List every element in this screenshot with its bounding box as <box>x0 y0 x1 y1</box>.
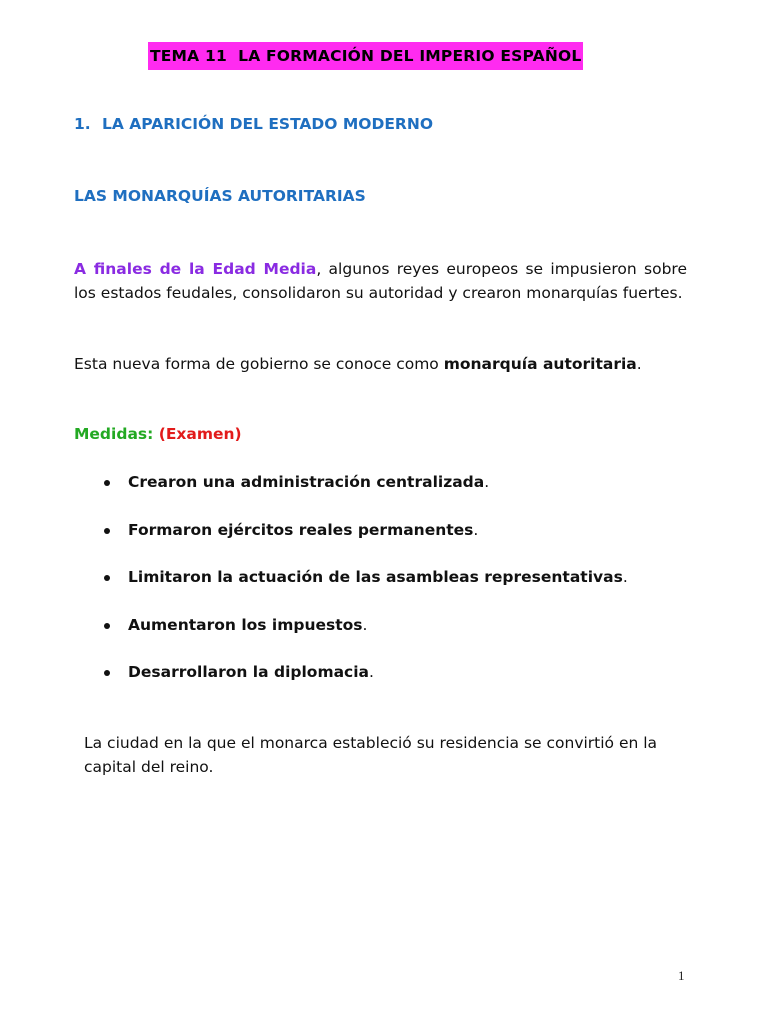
paragraph-intro-text: , algunos reyes europeos se impusieron sobre los estados feudales, consolidaron su autoridad y crearon monarquías fuertes. <box>74 260 687 302</box>
list-item-text: Formaron ejércitos reales permanentes <box>128 520 474 539</box>
paragraph-definition <box>74 353 687 377</box>
section-title: LA APARICIÓN DEL ESTADO MODERNO <box>102 115 434 133</box>
page-title <box>148 42 583 70</box>
list-item <box>100 613 628 661</box>
exam-tag: (Examen) <box>158 425 242 443</box>
list-item-text: Desarrollaron la diplomacia <box>128 663 370 681</box>
definition-end: . <box>636 355 642 373</box>
definition-term: monarquía autoritaria <box>443 355 637 373</box>
subheading: LAS MONARQUÍAS AUTORITARIAS <box>74 187 366 205</box>
list-item <box>100 470 628 518</box>
definition-text: Esta nueva forma de gobierno se conoce como <box>74 355 444 373</box>
measures-list <box>100 470 628 708</box>
bullet-icon <box>104 480 110 486</box>
list-item <box>100 565 628 613</box>
list-item <box>100 660 628 708</box>
list-item-end: . <box>362 615 368 634</box>
paragraph-intro <box>74 258 687 305</box>
bullet-icon <box>104 528 110 534</box>
bullet-icon <box>104 623 110 629</box>
highlight-phrase: A finales de la Edad Media <box>74 260 317 278</box>
list-item-text: Limitaron la actuación de las asambleas representativas <box>128 568 623 586</box>
measures-label: Medidas: <box>74 425 154 443</box>
list-item-text: Aumentaron los impuestos <box>128 615 363 634</box>
list-item-end: . <box>473 520 479 539</box>
page-title-text: TEMA 11 LA FORMACIÓN DEL IMPERIO ESPAÑOL <box>150 47 582 65</box>
bullet-icon <box>104 575 110 581</box>
list-item-end: . <box>484 473 490 491</box>
measures-heading <box>74 425 242 443</box>
page-number: 1 <box>678 968 685 983</box>
section-number: 1. <box>74 115 91 133</box>
section-heading <box>74 115 433 133</box>
list-item-end: . <box>369 663 374 681</box>
list-item <box>100 518 628 566</box>
paragraph-capital: La ciudad en la que el monarca estableció su residencia se convirtió en la capital del reino. <box>84 734 658 776</box>
bullet-icon <box>104 670 110 676</box>
list-item-end: . <box>622 568 628 586</box>
list-item-text: Crearon una administración centralizada <box>128 473 485 491</box>
